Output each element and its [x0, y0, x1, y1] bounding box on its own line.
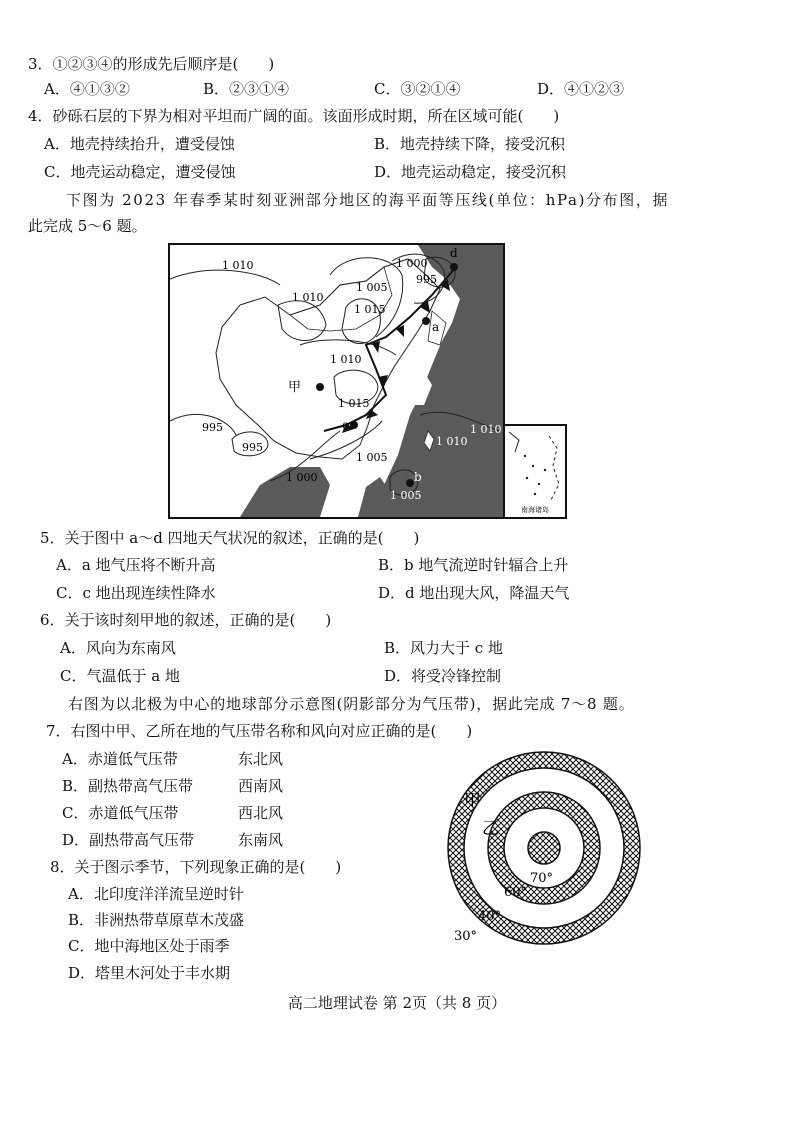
isobar-label: 1 005: [356, 281, 388, 294]
isobar-label: 1 015: [338, 397, 370, 410]
q3-option-c: C．③②①④: [374, 80, 461, 98]
isobar-map-figure: [170, 245, 503, 517]
isobar-label: 995: [202, 421, 223, 434]
isobar-map: [168, 243, 505, 519]
q5-option-a: A．a 地气压将不断升高: [56, 556, 216, 574]
isobar-label: 1 000: [286, 471, 318, 484]
isobar-label: 1 005: [390, 489, 422, 502]
point-b-label: b: [414, 470, 422, 484]
intro-5-6-line1: 下图为 2023 年春季某时刻亚洲部分地区的海平面等压线(单位：hPa)分布图，据: [66, 191, 670, 209]
q7-option-b-wind: 西南风: [238, 777, 284, 795]
point-a-label: a: [432, 320, 440, 334]
q4-option-a: A．地壳持续抬升，遭受侵蚀: [44, 135, 235, 153]
q7-option-a-wind: 东北风: [238, 750, 284, 768]
point-d-marker: [450, 263, 458, 271]
q7-stem: 7．右图中甲、乙所在地的气压带名称和风向对应正确的是( ): [46, 722, 473, 740]
q6-option-c: C．气温低于 a 地: [60, 667, 180, 685]
intro-7-8-line1: 右图为以北极为中心的地球部分示意图(阴影部分为气压带)，据此完成 7～8 题。: [68, 695, 635, 713]
q8-option-d: D．塔里木河处于丰水期: [68, 964, 231, 982]
q3-stem: 3．①②③④的形成先后顺序是( ): [28, 55, 275, 73]
lat-label-70: 70°: [530, 871, 554, 886]
q8-option-a: A．北印度洋洋流呈逆时针: [68, 885, 244, 903]
q3-option-b: B．②③①④: [203, 80, 290, 98]
q5-option-b: B．b 地气流逆时针辐合上升: [378, 556, 569, 574]
isobar-1010-nw: [170, 270, 280, 285]
inset-label: 南海诸岛: [521, 506, 549, 514]
polar-diagram: [444, 748, 644, 948]
q7-option-c-wind: 西北风: [238, 804, 284, 822]
isobar-label: 1 010: [292, 291, 324, 304]
q7-option-c-belt: C．赤道低气压带: [62, 804, 179, 822]
south-china-sea-inset: [503, 424, 567, 519]
q8-option-b: B．非洲热带草原草木茂盛: [68, 911, 245, 929]
isobar-label: 1 010: [330, 353, 362, 366]
q4-option-c: C．地壳运动稳定，遭受侵蚀: [44, 163, 236, 181]
inset-figure: [505, 426, 565, 517]
q4-stem: 4．砂砾石层的下界为相对平坦而广阔的面。该面形成时期，所在区域可能( ): [28, 107, 560, 125]
q4-option-b: B．地壳持续下降，接受沉积: [374, 135, 566, 153]
point-jia-marker: [316, 383, 324, 391]
lat-label-60: 60°: [504, 885, 528, 900]
front-tri-4: [372, 341, 380, 353]
point-jia-label: 甲: [288, 380, 302, 395]
point-d-label: d: [450, 246, 458, 260]
intro-5-6-line2: 此完成 5～6 题。: [28, 217, 147, 235]
lat-label-30: 30°: [454, 929, 478, 944]
isobar-1010-w: [278, 301, 326, 341]
isobar-label: 1 005: [356, 451, 388, 464]
q6-option-b: B．风力大于 c 地: [384, 639, 503, 657]
q8-option-c: C．地中海地区处于雨季: [68, 937, 230, 955]
q7-option-a-belt: A．赤道低气压带: [62, 750, 178, 768]
polar-high-belt: [528, 832, 560, 864]
isobar-label: 1 010: [470, 423, 502, 436]
q6-option-d: D．将受冷锋控制: [384, 667, 502, 685]
q7-option-d-wind: 东南风: [238, 831, 284, 849]
point-a-marker: [422, 317, 430, 325]
label-jia: 甲: [464, 791, 481, 811]
q5-option-c: C．c 地出现连续性降水: [56, 584, 216, 602]
q5-option-d: D．d 地出现大风，降温天气: [378, 584, 570, 602]
q4-option-d: D．地壳运动稳定，接受沉积: [374, 163, 567, 181]
q8-stem: 8．关于图示季节，下列现象正确的是( ): [50, 858, 342, 876]
q6-stem: 6．关于该时刻甲地的叙述，正确的是( ): [40, 611, 332, 629]
isobar-label: 1 015: [354, 303, 386, 316]
point-c-label: c: [342, 418, 349, 432]
isobar-label: 1 010: [436, 435, 468, 448]
q6-option-a: A．风向为东南风: [60, 639, 176, 657]
q7-option-b-belt: B．副热带高气压带: [62, 777, 194, 795]
lat-label-40: 40°: [478, 909, 502, 924]
q7-option-d-belt: D．副热带高气压带: [62, 831, 195, 849]
q3-option-d: D．④①②③: [537, 80, 625, 98]
point-b-marker: [406, 479, 414, 487]
label-yi: 乙: [482, 819, 499, 839]
isobar-label: 1 000: [396, 257, 428, 270]
isobar-label: 995: [416, 273, 437, 286]
isobar-label: 995: [242, 441, 263, 454]
point-c-marker: [350, 421, 358, 429]
isobar-label: 1 010: [222, 259, 254, 272]
isobar-1005-ne: [330, 258, 403, 337]
q3-option-a: A．④①③②: [44, 80, 130, 98]
q5-stem: 5．关于图中 a～d 四地天气状况的叙述，正确的是( ): [40, 529, 420, 547]
page-footer: 高二地理试卷 第 2页（共 8 页）: [287, 994, 507, 1012]
